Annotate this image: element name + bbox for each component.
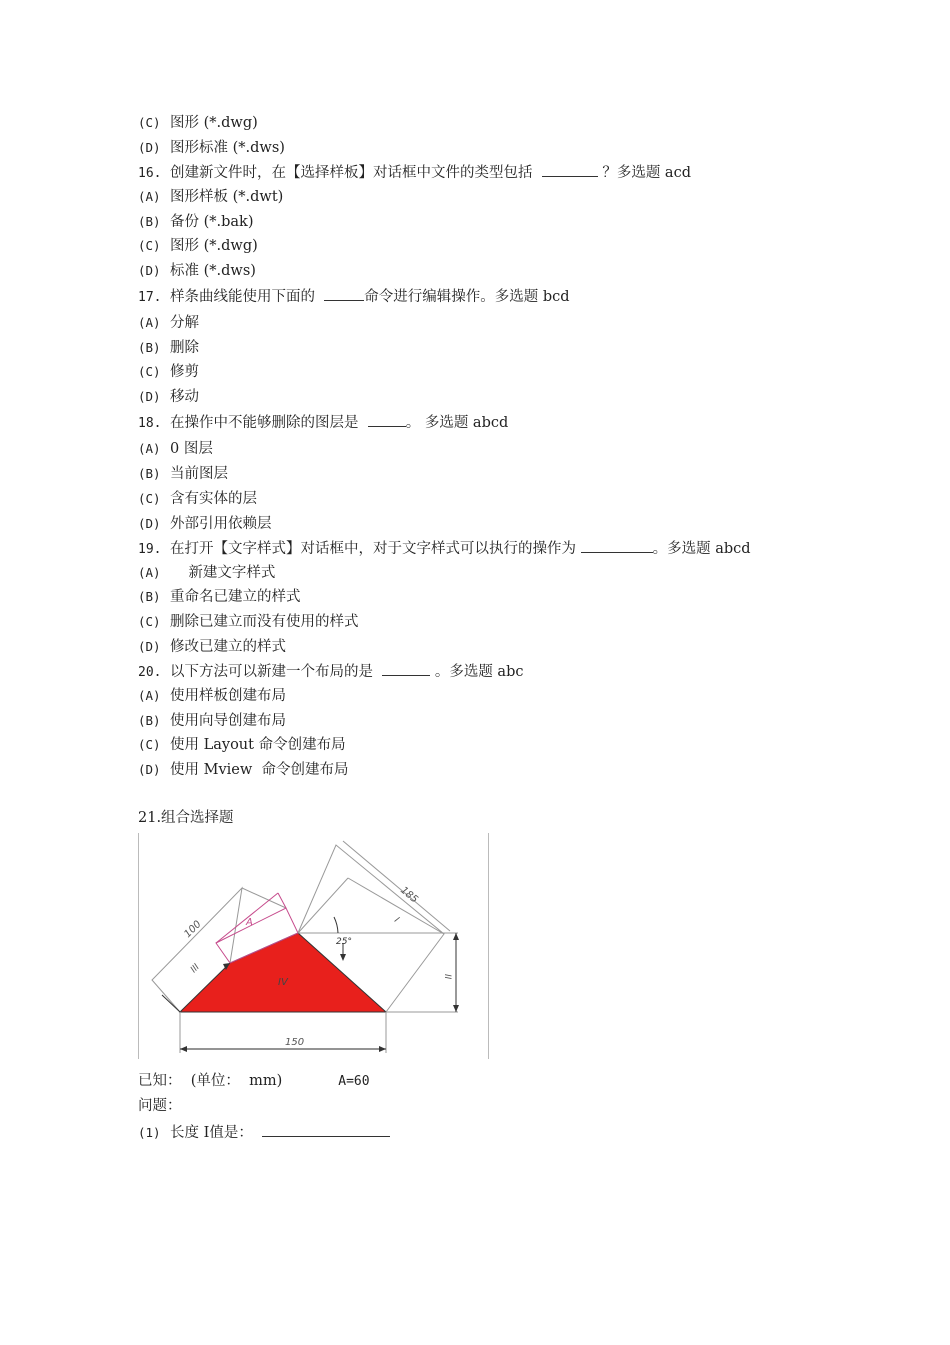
- question-text: 在打开【文字样式】对话框中，对于文字样式可以执行的操作为: [170, 541, 581, 557]
- option-text: 外部引用依赖层: [170, 516, 272, 532]
- option-line: [138, 236, 258, 256]
- answer-blank[interactable]: [581, 538, 653, 553]
- option-letter: (A): [138, 315, 161, 330]
- option-letter: (C): [138, 238, 161, 253]
- option-line: [138, 338, 199, 358]
- option-text: 0 图层: [170, 441, 213, 457]
- question-suffix: 。 多选题 abcd: [405, 415, 509, 431]
- label-II: II: [442, 974, 452, 980]
- option-line: [138, 138, 285, 158]
- sub1-letter: (1): [138, 1125, 161, 1140]
- label-A: A: [246, 917, 253, 928]
- question-16: [138, 162, 691, 184]
- option-text: 含有实体的层: [170, 491, 257, 507]
- option-letter: (C): [138, 614, 161, 629]
- a-value: A=60: [338, 1074, 370, 1089]
- question-number: 17.: [138, 290, 162, 305]
- option-letter: (B): [138, 340, 161, 355]
- label-IV: IV: [278, 977, 288, 988]
- label-100: 100: [182, 918, 204, 941]
- option-line: [138, 711, 286, 731]
- option-letter: (D): [138, 516, 161, 531]
- option-text: 修改已建立的样式: [170, 639, 286, 655]
- option-line: [138, 686, 286, 706]
- sub-question-1: [138, 1122, 390, 1143]
- option-letter: (C): [138, 115, 161, 130]
- question-suffix: ？多选题 acd: [597, 165, 691, 181]
- answer-blank[interactable]: [368, 412, 406, 427]
- question-suffix: 命令进行编辑操作。多选题 bcd: [364, 289, 570, 305]
- option-letter: (A): [138, 189, 161, 204]
- red-triangle: [180, 933, 386, 1012]
- option-letter: (A): [138, 565, 161, 580]
- question-20: [138, 661, 523, 683]
- option-line: [138, 514, 272, 534]
- option-line: [138, 261, 256, 281]
- option-line: [138, 212, 254, 232]
- answer-blank[interactable]: [262, 1122, 390, 1137]
- question-label: 问题：: [138, 1098, 182, 1114]
- option-text: 当前图层: [170, 466, 228, 482]
- option-text: 删除: [170, 340, 199, 356]
- option-text: 新建文字样式: [170, 565, 276, 581]
- label-III: III: [189, 962, 202, 976]
- option-text: 图形 (*.dwg): [170, 238, 258, 254]
- option-line: [138, 187, 283, 207]
- option-text: 使用 Layout 命令创建布局: [170, 737, 346, 753]
- option-text: 重命名已建立的样式: [170, 589, 301, 605]
- option-letter: (B): [138, 214, 161, 229]
- option-line: [138, 439, 213, 459]
- option-text: 移动: [170, 389, 199, 405]
- option-line: [138, 313, 199, 333]
- option-line: [138, 735, 346, 755]
- option-text: 图形样板 (*.dwt): [170, 189, 284, 205]
- known-text: 已知： (单位： mm): [138, 1073, 283, 1089]
- option-letter: (D): [138, 389, 161, 404]
- option-line: [138, 587, 301, 607]
- option-letter: (B): [138, 589, 161, 604]
- question-number: 16.: [138, 166, 162, 181]
- option-text: 使用 Mview 命令创建布局: [170, 762, 349, 778]
- option-letter: (C): [138, 491, 161, 506]
- question-text: 在操作中不能够删除的图层是: [170, 415, 368, 431]
- option-letter: (C): [138, 364, 161, 379]
- option-line: [138, 387, 199, 407]
- option-letter: (B): [138, 466, 161, 481]
- option-line: [138, 489, 257, 509]
- option-letter: (A): [138, 688, 161, 703]
- known-line: [138, 1071, 370, 1092]
- option-letter: (D): [138, 762, 161, 777]
- option-line: [138, 612, 359, 632]
- option-letter: (D): [138, 263, 161, 278]
- option-text: 标准 (*.dws): [170, 263, 256, 279]
- answer-blank[interactable]: [324, 286, 364, 301]
- option-text: 修剪: [170, 364, 199, 380]
- option-letter: (D): [138, 639, 161, 654]
- label-angle: 25°: [336, 937, 352, 947]
- option-line: [138, 563, 275, 583]
- option-text: 删除已建立而没有使用的样式: [170, 614, 359, 630]
- option-letter: (B): [138, 713, 161, 728]
- option-line: [138, 637, 286, 657]
- option-letter: (A): [138, 441, 161, 456]
- option-line: [138, 113, 258, 133]
- geometry-figure: [138, 833, 489, 1059]
- option-line: [138, 362, 199, 382]
- option-text: 备份 (*.bak): [170, 214, 254, 230]
- option-text: 分解: [170, 315, 199, 331]
- option-line: [138, 760, 349, 780]
- question-suffix: 。多选题 abcd: [652, 541, 751, 557]
- question-text: 以下方法可以新建一个布局的是: [170, 664, 383, 680]
- label-185: 185: [398, 884, 420, 906]
- question-19: [138, 538, 751, 560]
- label-I: I: [392, 915, 401, 926]
- sub1-text: 长度 I值是：: [170, 1125, 263, 1141]
- label-150: 150: [285, 1037, 305, 1048]
- option-text: 图形 (*.dwg): [170, 115, 258, 131]
- option-letter: (C): [138, 737, 161, 752]
- question-text: 样条曲线能使用下面的: [170, 289, 325, 305]
- question-text: 创建新文件时，在【选择样板】对话框中文件的类型包括: [170, 165, 542, 181]
- option-text: 图形标准 (*.dws): [170, 140, 285, 156]
- option-text: 使用向导创建布局: [170, 713, 286, 729]
- answer-blank[interactable]: [542, 162, 598, 177]
- question-number: 18.: [138, 416, 162, 431]
- question-17: [138, 286, 570, 308]
- question-18: [138, 412, 508, 434]
- option-line: [138, 464, 228, 484]
- question-number: 20.: [138, 665, 162, 680]
- option-text: 使用样板创建布局: [170, 688, 286, 704]
- question-number: 19.: [138, 542, 162, 557]
- q21-title: 21.组合选择题: [138, 810, 234, 826]
- option-letter: (D): [138, 140, 161, 155]
- question-suffix: 。多选题 abc: [430, 664, 524, 680]
- answer-blank[interactable]: [382, 661, 430, 676]
